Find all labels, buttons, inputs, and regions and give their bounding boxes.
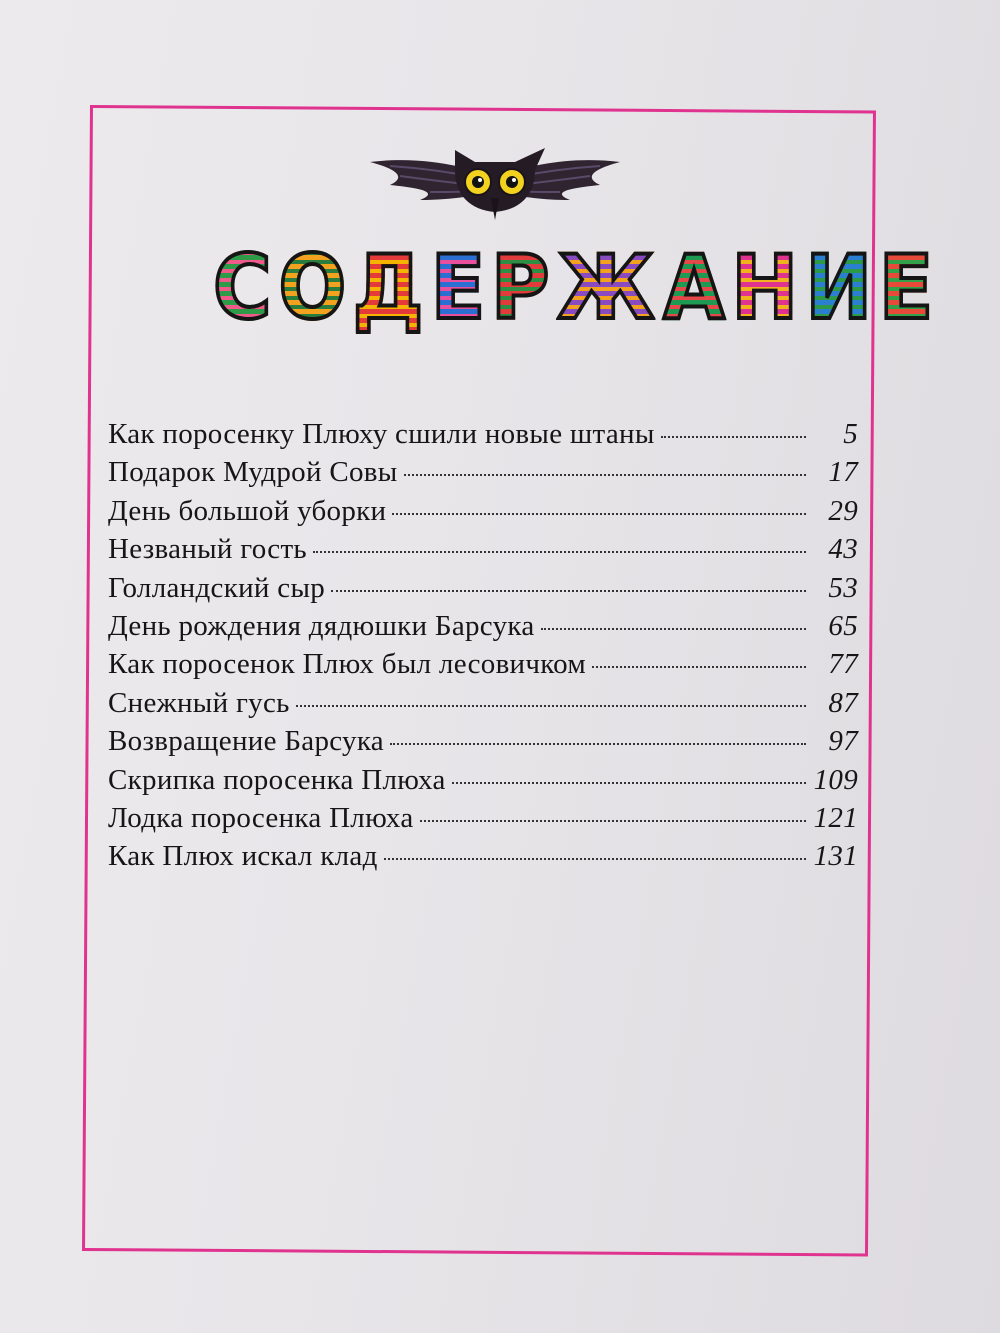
toc-entry[interactable] [108,687,858,725]
toc-entry[interactable] [108,572,858,610]
toc-entry-page: 65 [828,609,858,642]
dot-leader [392,513,806,515]
title-letter: Р [491,236,550,339]
toc-entry-title: Скрипка поросенка Плюха [108,763,446,796]
title-letter: Н [731,236,799,339]
toc-entry-title: Как поросенку Плюху сшили новые штаны [108,418,655,450]
owl-icon [360,140,630,230]
dot-leader [452,782,806,784]
toc-entry[interactable] [108,802,858,840]
toc-entry-page: 43 [828,533,858,566]
title-letter: С [213,236,272,339]
toc-entry[interactable] [108,648,858,686]
toc-entry-page: 109 [813,763,858,796]
toc-entry-page: 29 [828,494,858,527]
toc-entry-page: 53 [828,571,858,604]
toc-entry[interactable] [108,533,858,571]
toc-entry[interactable] [108,456,858,494]
dot-leader [384,858,806,860]
title-letter: А [663,236,725,339]
toc-entry-title: Как Плюх искал клад [108,840,378,873]
toc-entry[interactable] [108,840,858,878]
toc-entry-page: 97 [828,725,858,758]
dot-leader [404,474,806,476]
title-letter: Е [878,236,933,339]
title-letter: Д [353,236,424,339]
title-letter: И [805,236,872,339]
dot-leader [420,820,806,822]
dot-leader [331,590,806,592]
dot-leader [390,743,806,745]
title-letter: Е [430,236,485,339]
toc-entry[interactable] [108,725,858,763]
dot-leader [313,551,806,553]
table-of-contents [108,418,858,879]
toc-entry-title: День рождения дядюшки Барсука [108,609,535,642]
title-letter: Ж [557,236,655,339]
toc-entry-page: 87 [828,686,858,719]
toc-entry-page: 5 [843,418,858,450]
toc-entry-page: 77 [828,648,858,681]
toc-entry-title: Лодка поросенка Плюха [108,801,414,834]
toc-entry-title: Снежный гусь [108,686,290,719]
dot-leader [661,436,806,438]
toc-entry-title: День большой уборки [108,494,387,527]
toc-entry[interactable] [108,764,858,802]
title-letter: О [278,236,346,339]
toc-entry-page: 131 [813,840,858,873]
page-title [210,236,933,339]
toc-entry-title: Возвращение Барсука [108,725,384,758]
toc-entry-page: 17 [828,456,858,489]
toc-entry-title: Голландский сыр [108,571,326,604]
dot-leader [541,628,806,630]
toc-entry-page: 121 [813,801,858,834]
toc-entry[interactable] [108,610,858,648]
toc-entry-title: Как поросенок Плюх был лесовичком [108,648,587,681]
dot-leader [296,705,806,707]
toc-entry[interactable] [108,418,858,456]
toc-entry-title: Подарок Мудрой Совы [108,456,398,489]
toc-entry[interactable] [108,495,858,533]
dot-leader [592,666,806,668]
toc-entry-title: Незваный гость [108,533,307,566]
